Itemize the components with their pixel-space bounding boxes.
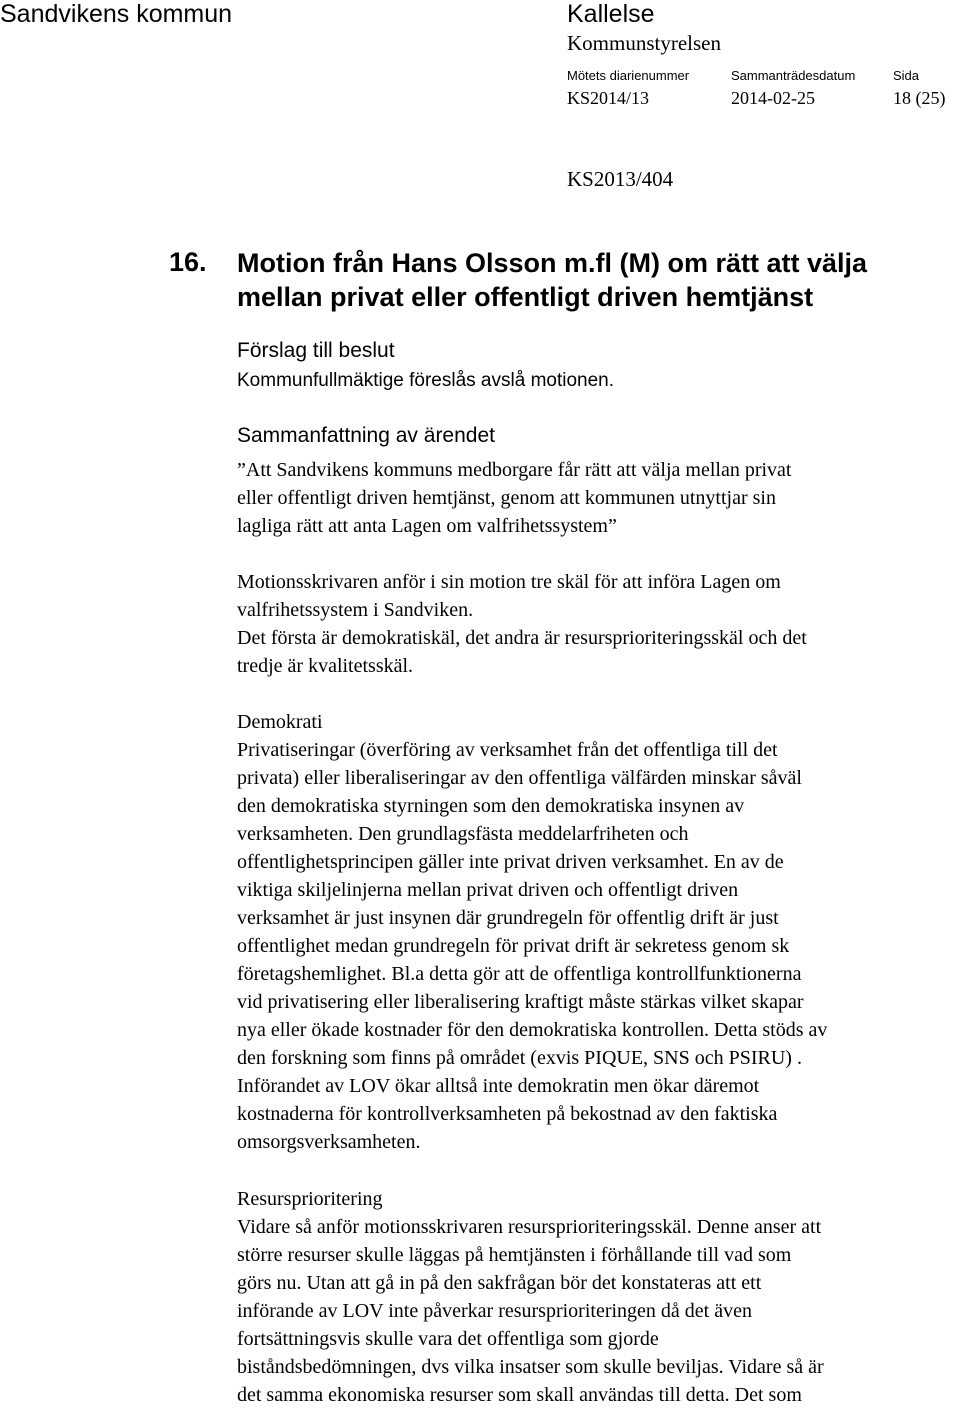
text-line: verksamhet är just insynen där grundregeln för offentlig drift är just xyxy=(237,907,779,929)
text-line: valfrihetssystem i Sandviken. xyxy=(237,599,474,621)
meeting-date-value: 2014-02-25 xyxy=(731,88,815,108)
text-line: verksamheten. Den grundlagsfästa meddelarfriheten och xyxy=(237,823,689,845)
text-line: offentlighet medan grundregeln för privat drift är sekretess genom sk xyxy=(237,935,790,957)
text-line: Införandet av LOV ökar alltså inte demokratin men ökar däremot xyxy=(237,1075,760,1097)
motion-reasons xyxy=(237,568,957,680)
text-line: den demokratiska styrningen som den demokratiska insynen av xyxy=(237,795,745,817)
item-number: 16. xyxy=(169,247,207,277)
text-line: ”Att Sandvikens kommuns medborgare får rätt att välja mellan privat xyxy=(237,459,792,481)
board-name: Kommunstyrelsen xyxy=(567,31,721,55)
text-line: Privatiseringar (överföring av verksamhet från det offentliga till det xyxy=(237,739,778,761)
resource-priority-section xyxy=(237,1185,957,1409)
text-line: viktiga skiljelinjerna mellan privat driven och offentligt driven xyxy=(237,879,739,901)
text-line: nya eller ökade kostnader för den demokratiska kontrollen. Detta stöds av xyxy=(237,1019,828,1041)
meeting-number-label: Mötets diarienummer xyxy=(567,68,690,83)
proposal-line: Kommunfullmäktige föreslås avslå motionen. xyxy=(237,370,615,391)
text-line: omsorgsverksamheten. xyxy=(237,1131,421,1153)
text-line: tredje är kvalitetsskäl. xyxy=(237,655,414,677)
text-line: privata) eller liberaliseringar av den offentliga välfärden minskar såväl xyxy=(237,767,802,789)
page-label: Sida xyxy=(893,68,920,83)
text-line: företagshemlighet. Bl.a detta gör att de offentliga kontrollfunktionerna xyxy=(237,963,802,985)
proposal-heading: Förslag till beslut xyxy=(237,339,395,362)
text-line: offentlighetsprincipen gäller inte privat driven verksamhet. En av de xyxy=(237,851,784,873)
text-line: införande av LOV inte påverkar resursprioriteringen då det även xyxy=(237,1300,752,1322)
text-line: lagliga rätt att anta Lagen om valfrihetssystem” xyxy=(237,515,617,537)
text-line: Vidare så anför motionsskrivaren resursprioriteringsskäl. Denne anser att xyxy=(237,1216,822,1238)
text-line: den forskning som finns på området (exvis PIQUE, SNS och PSIRU) . xyxy=(237,1047,802,1069)
text-line: görs nu. Utan att gå in på den sakfrågan bör det konstateras att ett xyxy=(237,1272,762,1294)
motion-quote xyxy=(237,456,957,540)
item-title: Motion från Hans Olsson m.fl (M) om rätt att välja mellan privat eller offentligt driven hemtjänst xyxy=(237,248,868,312)
text-line: Det första är demokratiskäl, det andra är resursprioriteringsskäl och det xyxy=(237,627,807,649)
organization-name: Sandvikens kommun xyxy=(0,0,233,28)
case-reference: KS2013/404 xyxy=(567,167,674,191)
text-line: eller offentligt driven hemtjänst, genom att kommunen utnyttjar sin xyxy=(237,487,776,509)
text-line: fortsättningsvis skulle vara det offentliga som gjorde xyxy=(237,1328,659,1350)
page-value: 18 (25) xyxy=(893,88,946,108)
text-line: det samma ekonomiska resurser som skall användas till detta. Det som xyxy=(237,1384,802,1406)
proposal-text xyxy=(237,367,957,395)
summary-heading: Sammanfattning av ärendet xyxy=(237,424,495,447)
section-subheading: Demokrati xyxy=(237,711,323,733)
document-type: Kallelse xyxy=(567,0,655,28)
text-line: större resurser skulle läggas på hemtjänsten i förhållande till vad som xyxy=(237,1244,792,1266)
text-line: Motionsskrivaren anför i sin motion tre skäl för att införa Lagen om xyxy=(237,571,781,593)
section-subheading: Resursprioritering xyxy=(237,1188,383,1210)
text-line: biståndsbedömningen, dvs vilka insatser som skulle beviljas. Vidare så är xyxy=(237,1356,824,1378)
meeting-number-value: KS2014/13 xyxy=(567,88,650,108)
democracy-section xyxy=(237,708,957,1156)
text-line: vid privatisering eller liberalisering kraftigt måste stärkas vilket skapar xyxy=(237,991,804,1013)
meeting-date-label: Sammanträdesdatum xyxy=(731,68,856,83)
text-line: kostnaderna för kontrollverksamheten på bekostnad av den faktiska xyxy=(237,1103,778,1125)
